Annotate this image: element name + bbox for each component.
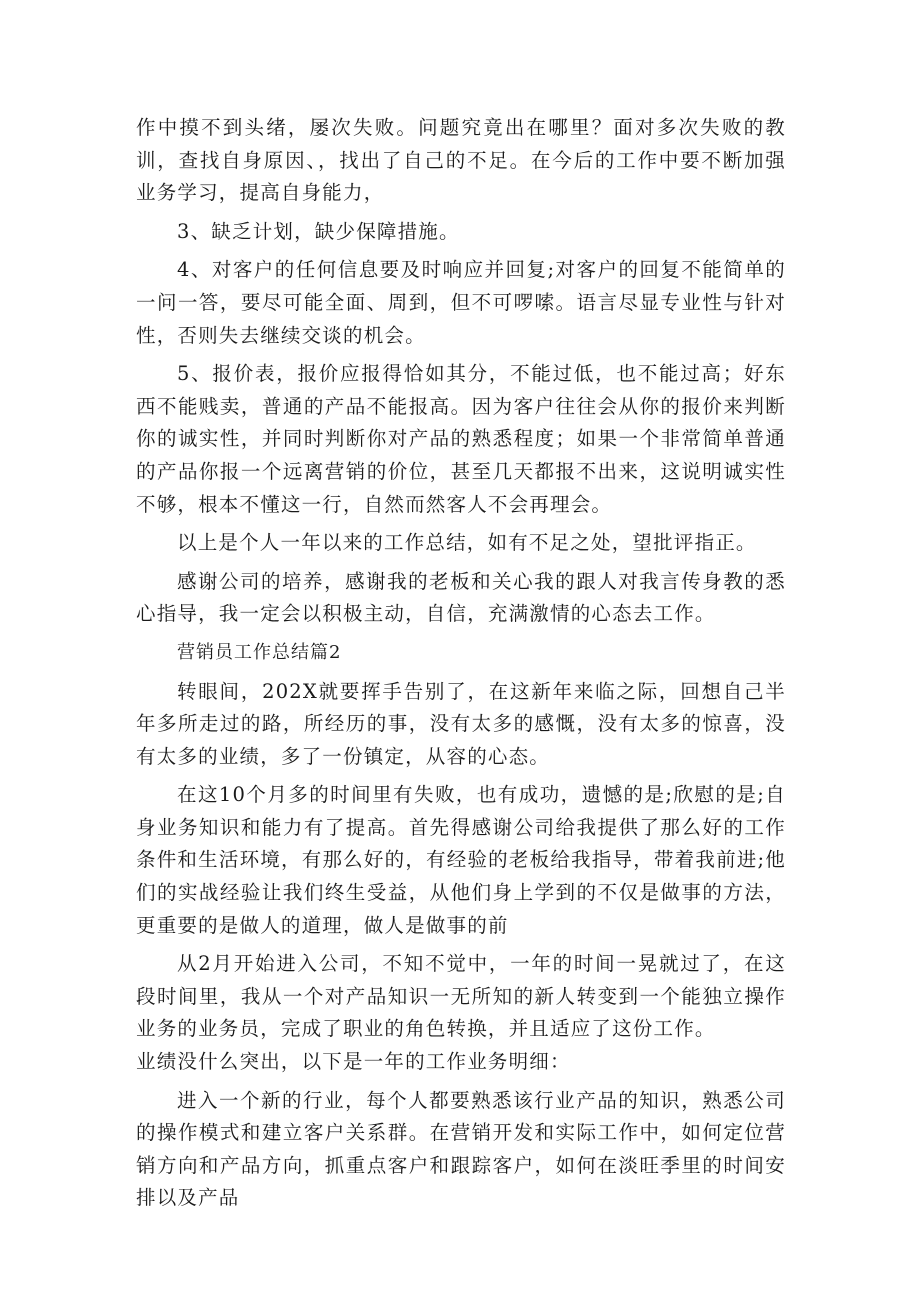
section-heading: 营销员工作总结篇2 xyxy=(177,641,342,663)
paragraph-3: 4、对客户的任何信息要及时响应并回复;对客户的回复不能简单的一问一答，要尽可能全面、周到，但不可啰嗦。语言尽显专业性与针对性，否则失去继续交谈的机会。 xyxy=(136,258,786,347)
paragraph-10: 业绩没什么突出，以下是一年的工作业务明细： xyxy=(136,1050,571,1074)
paragraph-6: 感谢公司的培养，感谢我的老板和关心我的跟人对我言传身教的悉心指导，我一定会以积极主动，自信，充满激情的心态去工作。 xyxy=(136,569,786,626)
paragraph-1: 作中摸不到头绪，屡次失败。问题究竟出在哪里？面对多次失败的教训，查找自身原因、，找出了自己的不足。在今后的工作中要不断加强业务学习，提高自身能力， xyxy=(136,116,786,205)
paragraph-2: 3、缺乏计划，缺少保障措施。 xyxy=(177,219,460,243)
paragraph-4: 5、报价表，报价应报得恰如其分，不能过低，也不能过高；好东西不能贱卖，普通的产品不能报高。因为客户往往会从你的报价来判断你的诚实性，并同时判断你对产品的熟悉程度；如果一个非常简单普通的产品你报一个远离营销的价位，甚至几天都报不出来，这说明诚实性不够，根本不懂这一行，自然而然客人不会再理会。 xyxy=(136,362,786,516)
paragraph-11: 进入一个新的行业，每个人都要熟悉该行业产品的知识，熟悉公司的操作模式和建立客户关系群。在营销开发和实际工作中，如何定位营销方向和产品方向，抓重点客户和跟踪客户，如何在淡旺季里的时间安排以及产品 xyxy=(136,1088,786,1210)
paragraph-5: 以上是个人一年以来的工作总结，如有不足之处，望批评指正。 xyxy=(177,531,757,555)
document-body xyxy=(136,112,786,1215)
paragraph-9: 从2月开始进入公司，不知不觉中，一年的时间一晃就过了，在这段时间里，我从一个对产品知识一无所知的新人转变到一个能独立操作业务的业务员，完成了职业的角色转换，并且适应了这份工作。 xyxy=(136,952,786,1041)
paragraph-7: 转眼间，202X就要挥手告别了，在这新年来临之际，回想自己半年多所走过的路，所经历的事，没有太多的感慨，没有太多的惊喜，没有太多的业绩，多了一份镇定，从容的心态。 xyxy=(136,679,786,768)
paragraph-8: 在这10个月多的时间里有失败，也有成功，遗憾的是;欣慰的是;自身业务知识和能力有了提高。首先得感谢公司给我提供了那么好的工作条件和生活环境，有那么好的，有经验的老板给我指导，带着我前进;他们的实战经验让我们终生受益，从他们身上学到的不仅是做事的方法，更重要的是做人的道理，做人是做事的前 xyxy=(136,783,786,937)
